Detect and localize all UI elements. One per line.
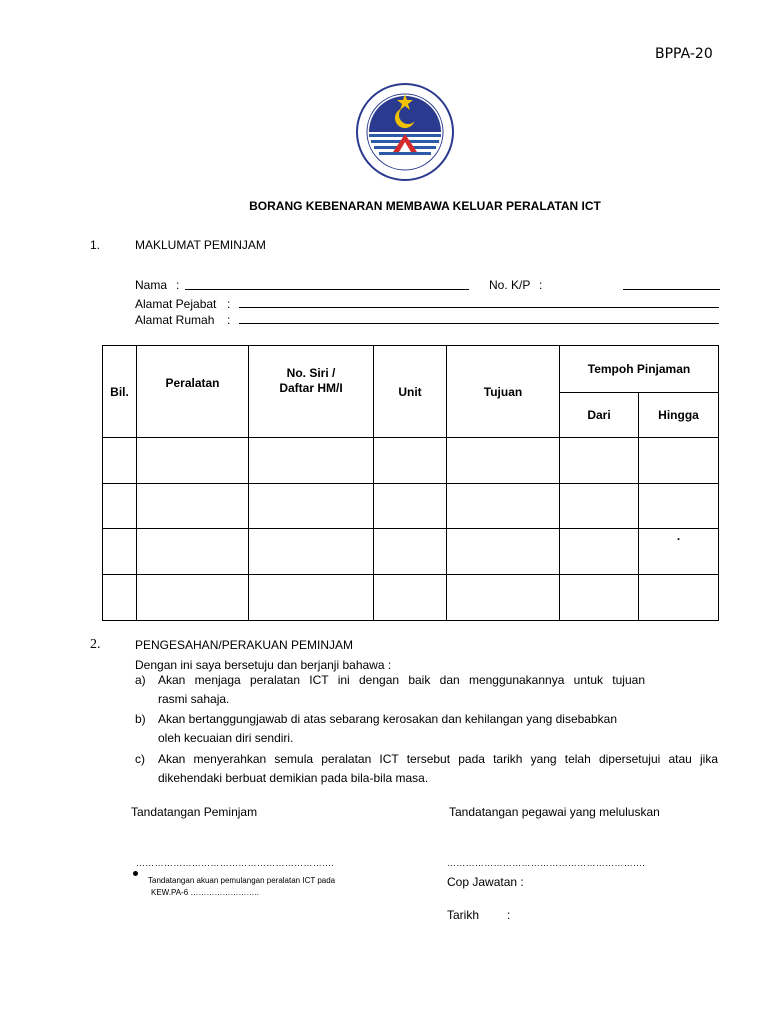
table-cell[interactable] [639,529,719,575]
table-cell[interactable] [103,575,137,621]
peminjam-signature-line[interactable]: ………………………………………………………. [136,858,335,868]
table-cell[interactable] [374,484,447,529]
table-cell[interactable] [103,438,137,484]
table-cell[interactable] [639,438,719,484]
item-line1: Akan menjaga peralatan ICT ini dengan baik dan menggunakannya untuk tujuan [158,673,645,687]
perakuan-item-c [135,750,718,790]
table-row [103,575,719,621]
item-line2: dikehendaki berbuat demikian pada bila-bila masa. [158,771,429,785]
section2-number: 2. [90,637,101,652]
table-cell[interactable] [447,529,560,575]
table-cell[interactable] [447,438,560,484]
header-tujuan [447,346,560,438]
nama-colon: : [176,278,180,292]
header-dari-text: Dari [587,408,611,422]
return-note-line1: Tandatangan akuan pemulangan peralatan ICT pada [148,876,336,885]
item-line1: Akan bertanggungjawab di atas sebarang kerosakan dan kehilangan yang disebabkan [158,712,618,726]
item-line2: oleh kecuaian diri sendiri. [158,731,294,745]
nokp-label: No. K/P [489,278,531,292]
nama-label: Nama [135,278,168,292]
table-cell[interactable] [137,529,249,575]
table-cell[interactable] [249,484,374,529]
perakuan-item-b [135,710,718,750]
table-cell[interactable] [103,529,137,575]
header-no-siri-line1: No. Siri / [286,366,336,380]
alamat-pejabat-colon: : [227,297,231,311]
table-cell[interactable] [560,575,639,621]
table-cell[interactable] [447,484,560,529]
alamat-rumah-label: Alamat Rumah [135,313,215,327]
item-line2: rasmi sahaja. [158,692,230,706]
ministry-logo [355,82,455,182]
table-cell[interactable] [639,575,719,621]
header-tempoh [560,346,719,393]
table-cell[interactable] [137,575,249,621]
table-cell[interactable] [560,529,639,575]
table-cell[interactable] [374,575,447,621]
header-no-siri-line2: Daftar HM/I [279,381,343,395]
table-row [103,529,719,575]
table-cell[interactable] [249,438,374,484]
table-cell[interactable] [560,438,639,484]
table-cell[interactable] [374,438,447,484]
bullet-icon [133,871,138,876]
peminjam-signature-label: Tandatangan Peminjam [131,805,258,819]
tarikh-colon: : [507,908,511,922]
header-peralatan-text: Peralatan [165,376,220,390]
return-note-line2: KEW.PA-6 …………………….. [151,888,259,897]
table-cell[interactable] [249,575,374,621]
alamat-rumah-colon: : [227,313,231,327]
tarikh-label: Tarikh [447,908,480,922]
header-hingga-text: Hingga [658,408,699,422]
table-cell[interactable] [639,484,719,529]
nokp-colon: : [539,278,543,292]
alamat-pejabat-field[interactable] [239,307,719,308]
header-tempoh-text: Tempoh Pinjaman [587,362,691,376]
header-tujuan-text: Tujuan [483,384,523,399]
table-row [103,484,719,529]
item-label: c) [135,752,145,766]
header-no-siri [249,346,374,438]
header-hingga [639,393,719,438]
item-label: b) [135,712,146,726]
stray-mark: . [676,529,681,543]
header-dari [560,393,639,438]
equipment-table [102,345,719,621]
header-peralatan [137,346,249,438]
table-row [103,438,719,484]
header-bil-text: Bil. [110,384,129,399]
item-line1: Akan menyerahkan semula peralatan ICT tersebut pada tarikh yang telah dipersetujui atau jika [158,752,718,766]
cop-jawatan-label: Cop Jawatan : [447,875,524,889]
form-code: BPPA-20 [655,46,713,62]
table-cell[interactable] [137,484,249,529]
table-cell[interactable] [374,529,447,575]
section2-intro: Dengan ini saya bersetuju dan berjanji bahawa : [135,658,392,672]
table-cell[interactable] [103,484,137,529]
section1-number: 1. [90,238,101,252]
form-title: BORANG KEBENARAN MEMBAWA KELUAR PERALATAN ICT [249,199,601,213]
alamat-pejabat-label: Alamat Pejabat [135,297,217,311]
section2-heading: PENGESAHAN/PERAKUAN PEMINJAM [135,638,354,652]
table-cell[interactable] [249,529,374,575]
nokp-field[interactable] [623,289,720,290]
table-cell[interactable] [560,484,639,529]
table-cell[interactable] [137,438,249,484]
item-label: a) [135,673,146,687]
nama-field[interactable] [185,289,469,290]
section1-heading: MAKLUMAT PEMINJAM [135,238,266,252]
header-unit-text: Unit [398,384,422,399]
perakuan-item-a [135,671,718,711]
header-unit [374,346,447,438]
header-bil [103,346,137,438]
table-cell[interactable] [447,575,560,621]
alamat-rumah-field[interactable] [239,323,719,324]
pegawai-signature-label: Tandatangan pegawai yang meluluskan [449,805,660,819]
pegawai-signature-line[interactable]: ………………………………………………………. [447,858,646,868]
